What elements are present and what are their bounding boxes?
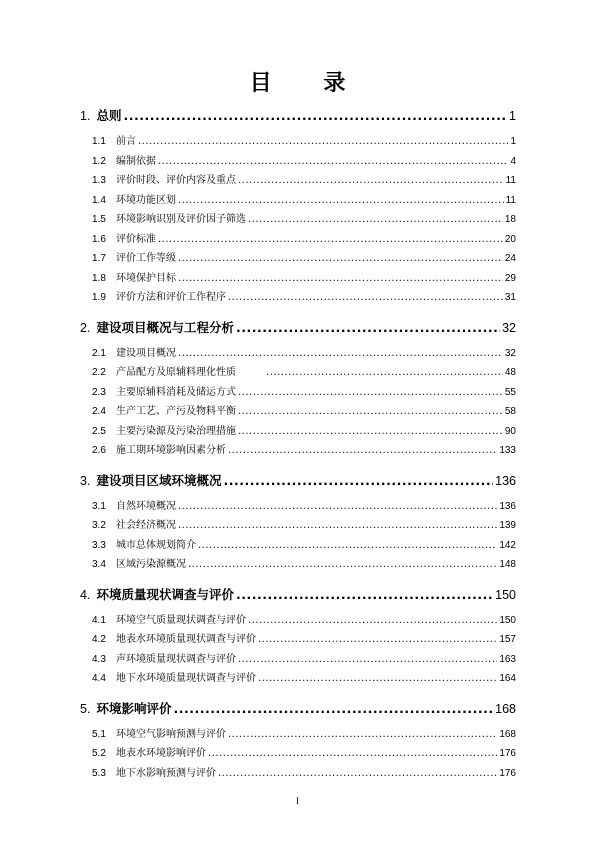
toc-leader-dots [238, 406, 503, 417]
toc-subsection[interactable] [80, 363, 516, 383]
toc-subsection-number: 1.9 [92, 292, 106, 303]
toc-leader-dots [228, 445, 497, 456]
toc-subsection[interactable] [80, 744, 516, 764]
toc-subsection-label: 环境保护目标 [116, 272, 176, 284]
toc-subsection[interactable] [80, 152, 516, 172]
toc-subsection-page: 18 [504, 214, 516, 225]
toc-subsection-label: 环境影响识别及评价因子筛选 [116, 214, 246, 225]
toc-subsection-list [80, 344, 516, 461]
toc-subsection-label: 社会经济概况 [116, 520, 176, 531]
toc-subsection-page: 24 [504, 253, 516, 264]
toc-subsection-label: 地表水环境影响评价 [116, 748, 206, 759]
toc-subsection-list [80, 611, 516, 689]
toc-subsection-label: 评价方法和评价工作程序 [116, 292, 226, 303]
toc-leader-dots [258, 634, 497, 645]
toc-subsection-label: 主要污染源及污染治理措施 [116, 425, 236, 437]
toc-subsection-label: 前言 [116, 136, 136, 147]
toc-subsection-label: 评价时段、评价内容及重点 [116, 175, 236, 186]
toc-subsection[interactable] [80, 171, 516, 191]
toc-subsection-label: 施工期环境影响因素分析 [116, 445, 226, 456]
toc-subsection[interactable] [80, 210, 516, 230]
toc-leader-dots [248, 615, 497, 626]
toc-subsection[interactable] [80, 288, 516, 308]
toc-subsection-number: 2.1 [92, 347, 106, 359]
toc-subsection-label: 环境空气影响预测与评价 [116, 728, 226, 740]
toc-leader-dots [178, 253, 503, 264]
toc-subsection-label: 地表水环境质量现状调查与评价 [116, 634, 256, 645]
page-title: 目 录 [249, 70, 368, 96]
toc-subsection-number: 3.3 [92, 539, 106, 551]
toc-subsection-label: 主要原辅料消耗及储运方式 [116, 386, 236, 398]
toc-subsection-page: 157 [499, 634, 516, 645]
toc-subsection-page: 176 [499, 767, 516, 779]
toc-subsection-number: 4.4 [92, 673, 106, 684]
toc-subsection-page: 163 [499, 653, 516, 665]
toc-leader-dots [178, 520, 497, 531]
toc-subsection-page: 11 [505, 175, 516, 186]
toc-subsection[interactable] [80, 611, 516, 631]
toc-leader-dots [238, 426, 503, 437]
toc-leader-dots [238, 654, 497, 665]
toc-subsection-page: 148 [499, 559, 516, 570]
toc-leader-dots [178, 348, 503, 359]
toc-subsection-page: 150 [499, 614, 516, 626]
toc-subsection-page: 29 [504, 272, 516, 284]
toc-subsection-page: 4 [510, 155, 516, 167]
toc-subsection-number: 4.2 [92, 634, 106, 645]
toc-subsection-page: 32 [504, 347, 516, 359]
toc-section-label: 总则 [96, 108, 122, 123]
toc-subsection-number: 4.3 [92, 653, 106, 665]
toc-subsection-page: 136 [499, 500, 516, 512]
page-number: I [296, 796, 299, 806]
table-of-contents [80, 106, 516, 783]
toc-leader-dots [223, 473, 493, 488]
toc-subsection-number: 3.4 [92, 559, 106, 570]
toc-subsection-page: 48 [504, 367, 516, 378]
toc-subsection[interactable] [80, 764, 516, 784]
toc-subsection[interactable] [80, 383, 516, 403]
toc-subsection-label: 编制依据 [116, 155, 156, 167]
toc-subsection-list [80, 132, 516, 308]
toc-subsection-list [80, 725, 516, 784]
toc-section-number: 5. [80, 701, 91, 716]
toc-leader-dots [158, 156, 508, 167]
toc-subsection-page: 31 [504, 292, 516, 303]
toc-subsection[interactable] [80, 132, 516, 152]
toc-subsection-number: 5.1 [92, 728, 106, 740]
toc-section-label: 建设项目概况与工程分析 [96, 319, 234, 335]
toc-leader-dots [138, 136, 508, 147]
toc-subsection-label: 评价工作等级 [116, 253, 176, 264]
toc-subsection[interactable] [80, 669, 516, 689]
toc-leader-dots [208, 748, 497, 759]
toc-section-page: 168 [495, 701, 516, 716]
toc-subsection[interactable] [80, 555, 516, 575]
toc-subsection-label: 声环境质量现状调查与评价 [116, 653, 236, 665]
toc-leader-dots [173, 701, 493, 716]
toc-subsection-page: 90 [504, 425, 516, 437]
toc-section-number: 2. [80, 320, 91, 335]
toc-subsection-label: 地下水环境质量现状调查与评价 [116, 673, 256, 684]
toc-subsection-number: 5.2 [92, 748, 106, 759]
toc-leader-dots [178, 195, 504, 206]
toc-subsection-number: 4.1 [92, 614, 106, 626]
toc-section-page: 32 [502, 320, 516, 335]
toc-subsection-label: 建设项目概况 [116, 347, 176, 359]
toc-leader-dots [228, 729, 497, 740]
toc-subsection[interactable] [80, 422, 516, 442]
toc-subsection-label: 自然环境概况 [116, 500, 176, 512]
toc-subsection-number: 2.2 [92, 367, 106, 378]
toc-leader-dots [178, 273, 503, 284]
toc-section-number: 1. [80, 109, 91, 123]
toc-subsection-number: 1.6 [92, 233, 106, 245]
toc-section-page: 136 [495, 473, 516, 488]
toc-subsection-page: 58 [504, 406, 516, 417]
toc-subsection-label: 产品配方及原辅料理化性质 [116, 367, 236, 378]
toc-leader-dots [236, 587, 493, 602]
toc-subsection-label: 环境空气质量现状调查与评价 [116, 614, 246, 626]
toc-leader-dots [178, 501, 497, 512]
toc-section-1[interactable] [80, 106, 516, 126]
toc-section-label: 环境影响评价 [96, 700, 172, 716]
toc-section-number: 4. [80, 587, 91, 602]
toc-leader-dots [123, 108, 507, 123]
toc-subsection-number: 1.2 [92, 155, 106, 167]
toc-subsection-label: 环境功能区划 [116, 194, 176, 206]
toc-leader-dots [158, 234, 503, 245]
toc-subsection-number: 2.4 [92, 406, 106, 417]
toc-subsection[interactable] [80, 725, 516, 745]
toc-subsection[interactable] [80, 650, 516, 670]
toc-subsection-page: 142 [499, 539, 516, 551]
toc-subsection-number: 1.3 [92, 175, 106, 186]
toc-subsection[interactable] [80, 344, 516, 364]
toc-subsection-number: 1.8 [92, 272, 106, 284]
toc-section-number: 3. [80, 473, 91, 488]
toc-subsection-number: 2.3 [92, 386, 106, 398]
toc-subsection-page: 168 [499, 728, 516, 740]
toc-subsection-page: 20 [504, 233, 516, 245]
toc-subsection[interactable] [80, 536, 516, 556]
toc-subsection[interactable] [80, 402, 516, 422]
toc-subsection-list [80, 497, 516, 575]
toc-subsection-number: 2.6 [92, 445, 106, 456]
toc-subsection-page: 139 [499, 520, 516, 531]
toc-subsection-page: 133 [499, 445, 516, 456]
toc-leader-dots [218, 768, 497, 779]
toc-subsection-label: 评价标准 [116, 233, 156, 245]
toc-subsection-label: 城市总体规划简介 [116, 539, 196, 551]
toc-subsection[interactable] [80, 191, 516, 211]
toc-subsection[interactable] [80, 497, 516, 517]
toc-section-4[interactable] [80, 585, 516, 605]
toc-subsection-page: 1 [510, 136, 516, 147]
toc-subsection-number: 3.2 [92, 520, 106, 531]
toc-subsection-label: 地下水影响预测与评价 [116, 767, 216, 779]
toc-subsection[interactable] [80, 516, 516, 536]
toc-subsection-page: 164 [499, 673, 516, 684]
toc-subsection-number: 1.7 [92, 253, 106, 264]
toc-subsection[interactable] [80, 230, 516, 250]
toc-leader-dots [228, 292, 503, 303]
toc-subsection-label: 区域污染源概况 [116, 559, 186, 570]
toc-subsection[interactable] [80, 249, 516, 269]
toc-subsection-number: 3.1 [92, 500, 106, 512]
toc-leader-dots [258, 673, 497, 684]
toc-leader-dots [198, 540, 497, 551]
toc-leader-dots [266, 367, 503, 378]
toc-subsection-page: 11 [505, 194, 516, 206]
toc-subsection-page: 176 [499, 748, 516, 759]
toc-subsection-label: 生产工艺、产污及物料平衡 [116, 406, 236, 417]
toc-section-page: 150 [495, 587, 516, 602]
toc-subsection[interactable] [80, 630, 516, 650]
toc-section-label: 建设项目区域环境概况 [96, 472, 222, 488]
toc-leader-dots [236, 320, 500, 335]
toc-subsection[interactable] [80, 441, 516, 461]
toc-leader-dots [238, 387, 503, 398]
toc-subsection-number: 5.3 [92, 767, 106, 779]
toc-subsection[interactable] [80, 269, 516, 289]
toc-leader-dots [188, 559, 497, 570]
toc-subsection-page: 55 [504, 386, 516, 398]
toc-leader-dots [248, 214, 503, 225]
toc-subsection-number: 1.4 [92, 194, 106, 206]
toc-section-5[interactable] [80, 699, 516, 719]
toc-subsection-number: 2.5 [92, 425, 106, 437]
toc-subsection-number: 1.5 [92, 214, 106, 225]
toc-section-2[interactable] [80, 318, 516, 338]
toc-leader-dots [238, 175, 504, 186]
toc-section-3[interactable] [80, 471, 516, 491]
toc-section-label: 环境质量现状调查与评价 [96, 586, 234, 602]
toc-subsection-number: 1.1 [92, 136, 106, 147]
toc-section-page: 1 [509, 109, 516, 123]
